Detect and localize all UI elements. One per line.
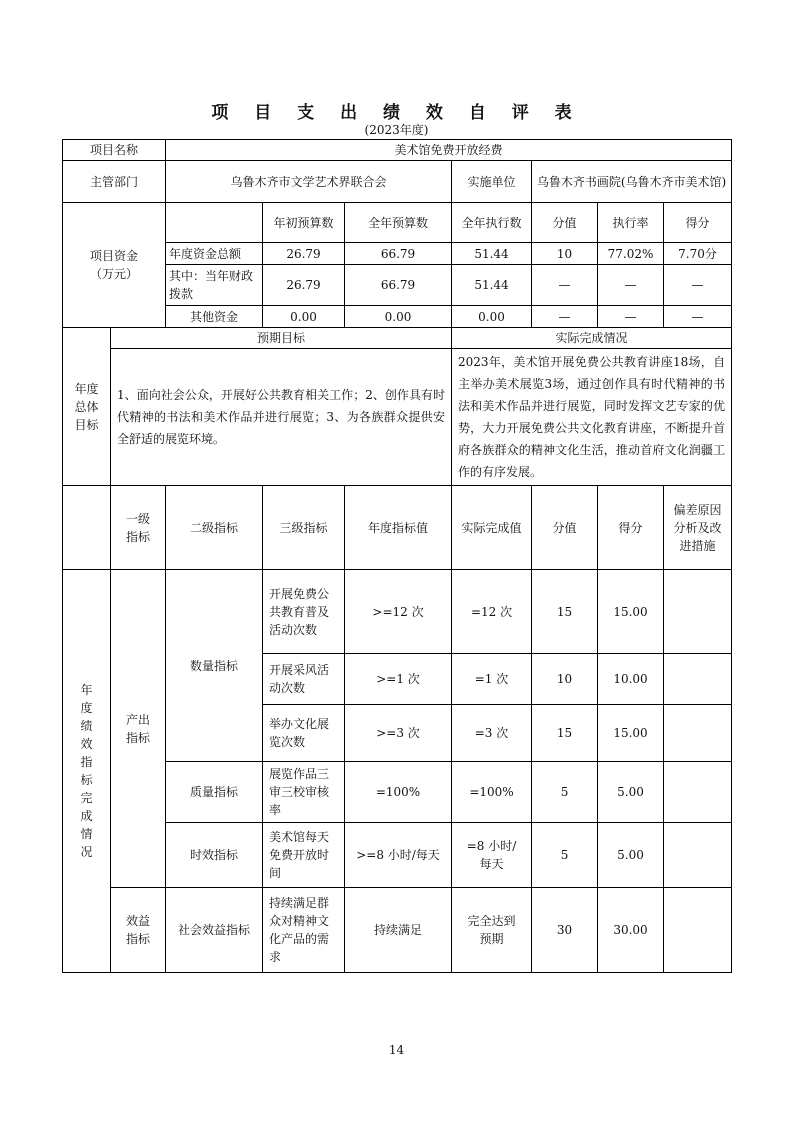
funds-cell: 26.79 [263, 243, 345, 265]
funds-header: 全年预算数 [345, 203, 452, 243]
funds-label: 项目资金 （万元） [63, 203, 166, 328]
indicator-header: 偏差原因分析及改进措施 [664, 486, 732, 570]
target-value: =100% [345, 762, 452, 823]
unit-label: 实施单位 [452, 161, 532, 203]
deviation-reason [664, 762, 732, 823]
indicator-header: 二级指标 [166, 486, 263, 570]
deviation-reason [664, 705, 732, 762]
score: 15.00 [598, 705, 664, 762]
funds-header: 分值 [532, 203, 598, 243]
score-value: 15 [532, 705, 598, 762]
actual-result-header: 实际完成情况 [452, 328, 732, 349]
indicator-header: 实际完成值 [452, 486, 532, 570]
indicator-header: 三级指标 [263, 486, 345, 570]
funds-header-row [63, 203, 732, 243]
funds-header: 全年执行数 [452, 203, 532, 243]
level2-indicator: 时效指标 [166, 823, 263, 888]
output-indicator-label: 产出指标 [111, 570, 166, 888]
project-name-value: 美术馆免费开放经费 [166, 140, 732, 161]
indicator-header: 年度指标值 [345, 486, 452, 570]
dept-value: 乌鲁木齐市文学艺术界联合会 [166, 161, 452, 203]
funds-row-label: 年度资金总额 [166, 243, 263, 265]
indicator-header-row [63, 486, 732, 570]
benefit-indicator-label: 效益指标 [111, 888, 166, 973]
funds-row-label: 其他资金 [166, 306, 263, 328]
actual-value: =100% [452, 762, 532, 823]
level3-indicator: 开展采风活动次数 [263, 654, 345, 705]
deviation-reason [664, 888, 732, 973]
score: 10.00 [598, 654, 664, 705]
funds-cell: — [532, 265, 598, 306]
deviation-reason [664, 654, 732, 705]
actual-value: =8 小时/每天 [452, 823, 532, 888]
target-value: >=12 次 [345, 570, 452, 654]
score: 15.00 [598, 570, 664, 654]
department-row [63, 161, 732, 203]
funds-cell: — [664, 265, 732, 306]
actual-value: =12 次 [452, 570, 532, 654]
funds-header: 执行率 [598, 203, 664, 243]
score-value: 5 [532, 762, 598, 823]
expected-goal-text: 1、面向社会公众，开展好公共教育相关工作；2、创作具有时代精神的书法和美术作品并进行展览；3、为各族群众提供安全舒适的展览环境。 [111, 349, 452, 486]
level2-indicator: 质量指标 [166, 762, 263, 823]
target-value: >=3 次 [345, 705, 452, 762]
score: 5.00 [598, 823, 664, 888]
actual-value: =3 次 [452, 705, 532, 762]
score-value: 15 [532, 570, 598, 654]
level3-indicator: 展览作品三审三校审核率 [263, 762, 345, 823]
indicator-header: 得分 [598, 486, 664, 570]
funds-cell: 51.44 [452, 265, 532, 306]
indicator-header: 一级指标 [111, 486, 166, 570]
page-subtitle: (2023年度) [364, 123, 429, 137]
self-evaluation-table [62, 139, 732, 973]
indicator-row [63, 570, 732, 654]
project-name-label: 项目名称 [63, 140, 166, 161]
unit-value: 乌鲁木齐书画院(乌鲁木齐市美术馆) [532, 161, 732, 203]
deviation-reason [664, 823, 732, 888]
funds-cell: 0.00 [452, 306, 532, 328]
actual-result-text: 2023年，美术馆开展免费公共教育讲座18场，自主举办美术展览3场，通过创作具有时代精神的书法和美术作品并进行展览，同时发挥文艺专家的优势，大力开展免费公共文化教育讲座，不断提升首府各族群众的精神文化生活，推动首府文化润疆工作的有序发展。 [452, 349, 732, 486]
funds-row-label: 其中：当年财政拨款 [166, 265, 263, 306]
expected-goal-header: 预期目标 [111, 328, 452, 349]
goals-label: 年度总体目标 [63, 328, 111, 486]
level2-indicator: 数量指标 [166, 570, 263, 762]
funds-cell: 10 [532, 243, 598, 265]
funds-cell: 66.79 [345, 243, 452, 265]
funds-cell: — [664, 306, 732, 328]
project-name-row [63, 140, 732, 161]
page-number: 14 [388, 1043, 405, 1057]
target-value: >=1 次 [345, 654, 452, 705]
indicator-row [63, 888, 732, 973]
actual-value: 完全达到预期 [452, 888, 532, 973]
score: 30.00 [598, 888, 664, 973]
indicator-header-blank [63, 486, 111, 570]
funds-cell: 7.70分 [664, 243, 732, 265]
indicator-header: 分值 [532, 486, 598, 570]
funds-header: 年初预算数 [263, 203, 345, 243]
level3-indicator: 持续满足群众对精神文化产品的需求 [263, 888, 345, 973]
funds-cell: 51.44 [452, 243, 532, 265]
funds-cell: 0.00 [345, 306, 452, 328]
deviation-reason [664, 570, 732, 654]
funds-cell: 26.79 [263, 265, 345, 306]
goals-header-row [63, 328, 732, 349]
funds-cell: 66.79 [345, 265, 452, 306]
score-value: 10 [532, 654, 598, 705]
funds-cell: — [598, 306, 664, 328]
score-value: 5 [532, 823, 598, 888]
funds-header: 得分 [664, 203, 732, 243]
funds-cell: 0.00 [263, 306, 345, 328]
goals-content-row [63, 349, 732, 486]
target-value: 持续满足 [345, 888, 452, 973]
level3-indicator: 开展免费公共教育普及活动次数 [263, 570, 345, 654]
funds-cell: — [598, 265, 664, 306]
level3-indicator: 举办文化展览次数 [263, 705, 345, 762]
score: 5.00 [598, 762, 664, 823]
page-title: 项 目 支 出 绩 效 自 评 表 [211, 103, 582, 123]
score-value: 30 [532, 888, 598, 973]
level3-indicator: 美术馆每天免费开放时间 [263, 823, 345, 888]
indicators-label: 年度绩效指标完成情况 [63, 570, 111, 973]
funds-cell: 77.02% [598, 243, 664, 265]
level2-indicator: 社会效益指标 [166, 888, 263, 973]
dept-label: 主管部门 [63, 161, 166, 203]
funds-cell: — [532, 306, 598, 328]
target-value: >=8 小时/每天 [345, 823, 452, 888]
actual-value: =1 次 [452, 654, 532, 705]
funds-header-blank [166, 203, 263, 243]
